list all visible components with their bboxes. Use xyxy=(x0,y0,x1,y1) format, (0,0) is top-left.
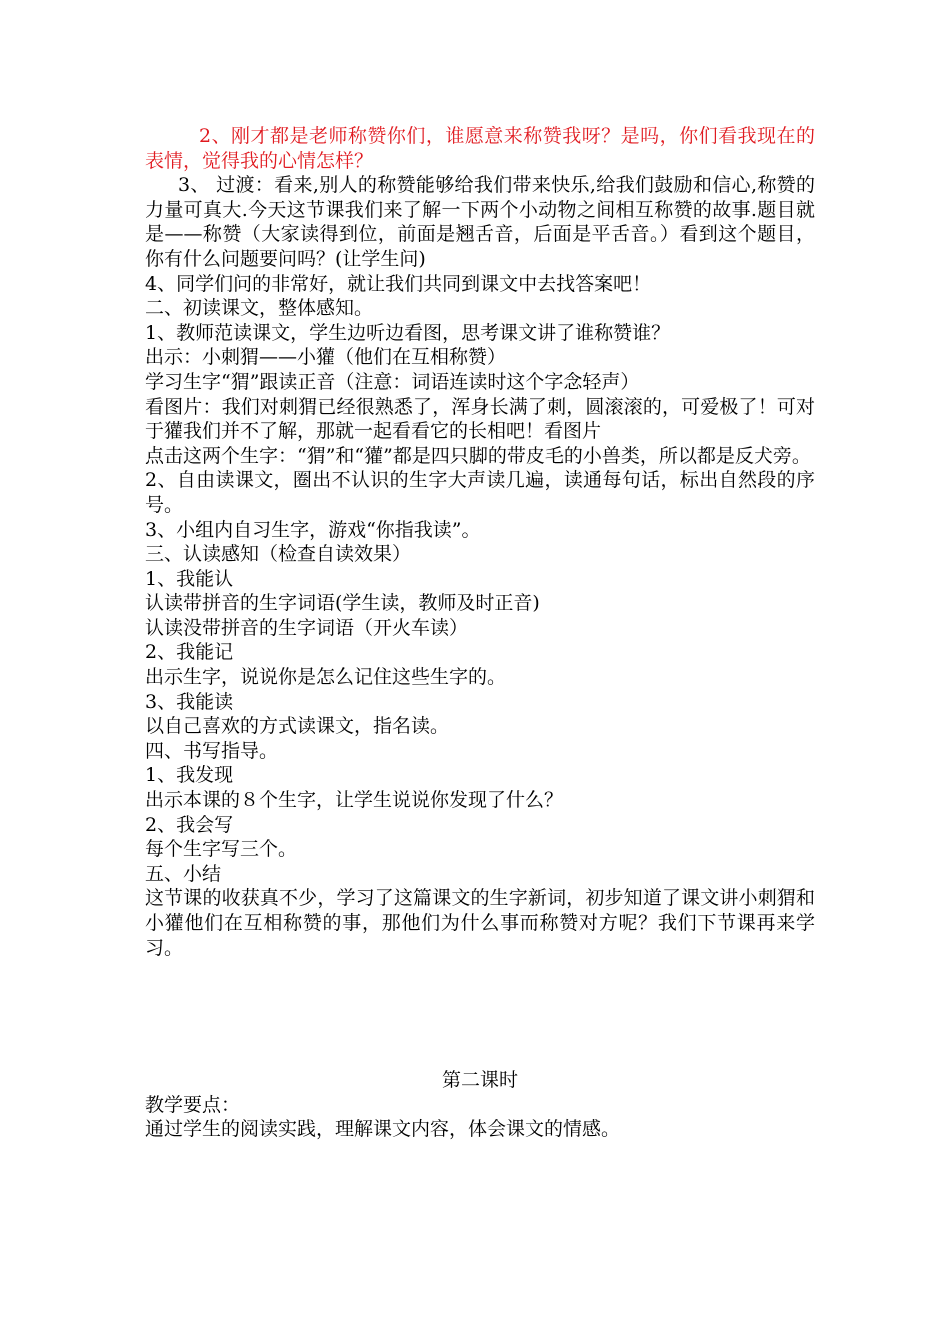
paragraph-red: 2、刚才都是老师称赞你们，谁愿意来称赞我呀？是吗，你们看我现在的表情，觉得我的心情怎样？ xyxy=(145,125,815,172)
paragraph: 认读没带拼音的生字词语（开火车读） xyxy=(145,616,469,639)
paragraph: 这节课的收获真不少，学习了这篇课文的生字新词，初步知道了课文讲小刺猬和小獾他们在互相称赞的事，那他们为什么事而称赞对方呢？我们下节课再来学习。 xyxy=(145,887,815,959)
paragraph: 3、我能读 xyxy=(145,690,234,713)
paragraph: 出示生字，说说你是怎么记住这些生字的。 xyxy=(145,666,507,689)
paragraph: 出示本课的８个生字，让学生说说你发现了什么？ xyxy=(145,789,564,812)
paragraph: 每个生字写三个。 xyxy=(145,838,298,861)
paragraph: 1、我发现 xyxy=(145,764,234,787)
paragraph: 2、自由读课文，圈出不认识的生字大声读几遍，读通每句话，标出自然段的序号。 xyxy=(145,469,815,516)
paragraph: 学习生字“猬”跟读正音（注意：词语连读时这个字念轻声） xyxy=(145,370,640,393)
paragraph: 4、同学们问的非常好，就让我们共同到课文中去找答案吧！ xyxy=(145,272,652,295)
paragraph: 3、 过渡：看来,别人的称赞能够给我们带来快乐,给我们鼓励和信心,称赞的力量可真大.今天这节课我们来了解一下两个小动物之间相互称赞的故事.题目就是——称赞（大家读得到位，前面是翘舌音，后面是平舌音。）看到这个题目，你有什么问题要问吗？(让学生问) xyxy=(145,174,815,270)
paragraph: 点击这两个生字：“猬”和“獾”都是四只脚的带皮毛的小兽类，所以都是反犬旁。 xyxy=(145,444,811,467)
document-body xyxy=(145,124,815,1142)
paragraph: 认读带拼音的生字词语(学生读，教师及时正音) xyxy=(145,592,540,615)
lesson-title: 第二课时 xyxy=(441,1069,518,1092)
paragraph: 出示：小刺猬——小獾（他们在互相称赞） xyxy=(145,346,507,369)
section-heading: 二、初读课文，整体感知。 xyxy=(145,297,374,320)
section-heading: 四、书写指导。 xyxy=(145,739,279,762)
section-heading: 三、认读感知（检查自读效果） xyxy=(145,543,412,566)
paragraph: 1、我能认 xyxy=(145,567,234,590)
paragraph: 通过学生的阅读实践，理解课文内容，体会课文的情感。 xyxy=(145,1118,621,1141)
paragraph: 2、我会写 xyxy=(145,813,234,836)
paragraph: 看图片：我们对刺猬已经很熟悉了，浑身长满了刺，圆滚滚的，可爱极了！可对于獾我们并不了解，那就一起看看它的长相吧！看图片 xyxy=(145,395,815,443)
paragraph: 以自己喜欢的方式读课文，指名读。 xyxy=(145,715,450,738)
paragraph: 1、教师范读课文，学生边听边看图，思考课文讲了谁称赞谁？ xyxy=(145,321,671,344)
paragraph: 2、我能记 xyxy=(145,641,234,664)
spacer xyxy=(145,960,815,1068)
section-heading: 五、小结 xyxy=(145,862,222,885)
paragraph: 3、小组内自习生字，游戏“你指我读”。 xyxy=(145,518,481,541)
lesson-label: 教学要点： xyxy=(145,1093,241,1116)
